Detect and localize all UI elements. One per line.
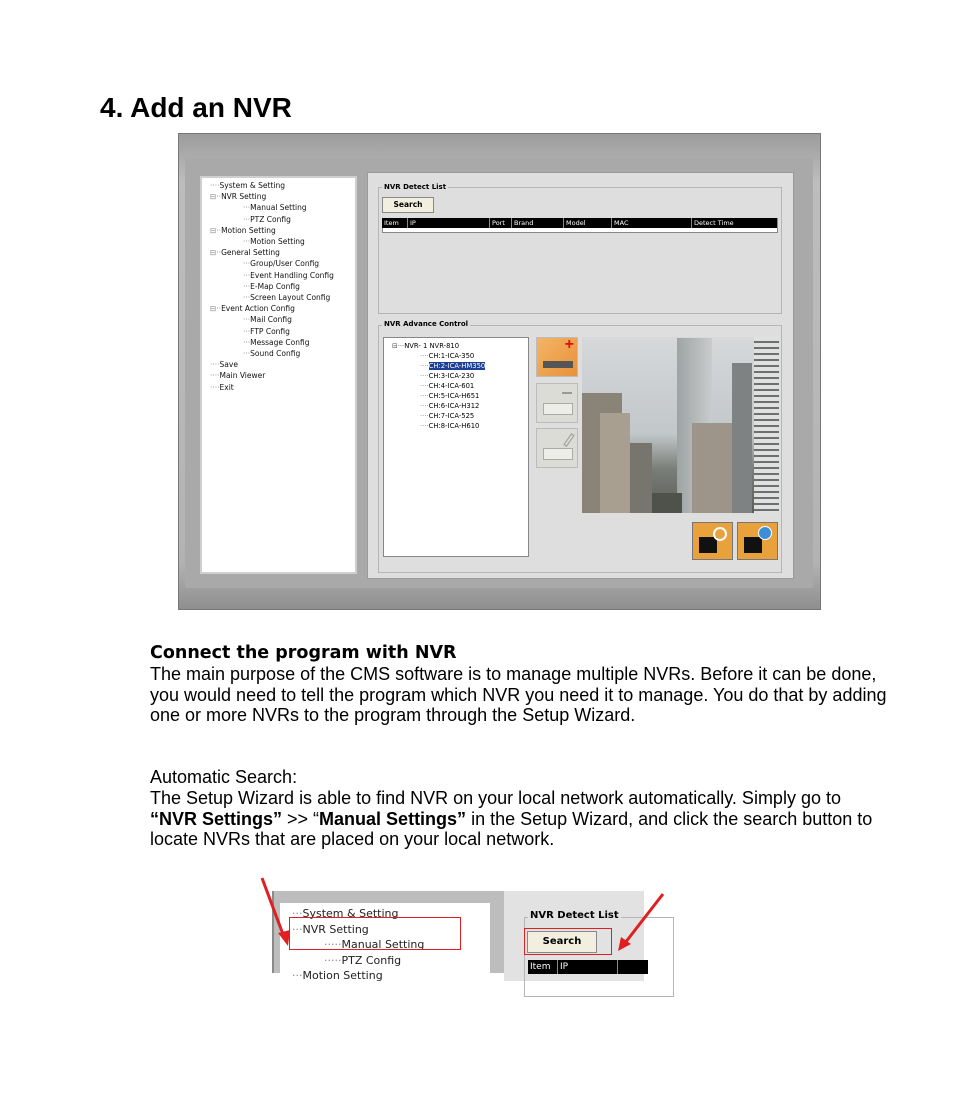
arrow-to-tree [262, 878, 284, 937]
tree-item[interactable]: ···PTZ Config [243, 214, 291, 224]
tree-item[interactable]: ⊟··General Setting [210, 248, 280, 258]
channel-item[interactable]: ····CH:6-ICA-H312 [420, 402, 480, 410]
tree-item[interactable]: ···Mail Config [243, 315, 292, 325]
intro-paragraph: The main purpose of the CMS software is to manage multiple NVRs. Before it can be done, you would need to tell the program which NVR you need it to manage. You do that by adding one or more NVRs to the program through the Setup Wizard. [150, 664, 887, 725]
column-header[interactable]: IP [558, 960, 618, 974]
nvr-root-item[interactable]: ⊟···NVR- 1 NVR-810 [392, 342, 460, 350]
column-header[interactable]: Brand [512, 218, 564, 228]
tree-item[interactable]: ···Event Handling Config [243, 270, 334, 280]
column-header[interactable]: Detect Time [692, 218, 778, 228]
page-heading: 4. Add an NVR [100, 92, 292, 123]
column-header[interactable]: Port [490, 218, 512, 228]
channel-item[interactable]: ····CH:2-ICA-HM350 [420, 362, 486, 370]
tree-item[interactable]: ···FTP Config [243, 326, 290, 336]
channel-item[interactable]: ····CH:1-ICA-350 [420, 352, 475, 360]
arrow-to-search [625, 894, 663, 943]
tree-item[interactable]: ⊟··NVR Setting [210, 192, 267, 202]
column-header[interactable]: Item [382, 218, 408, 228]
column-header[interactable]: IP [408, 218, 490, 228]
tree-item[interactable]: ···NVR Setting [292, 922, 369, 936]
tree-item[interactable]: ···Group/User Config [243, 259, 320, 269]
tree-item[interactable]: ⊟··Motion Setting [210, 225, 276, 235]
channel-item[interactable]: ····CH:3-ICA-230 [420, 372, 475, 380]
tree-item[interactable]: ···Sound Config [243, 349, 301, 359]
section-title: Connect the program with NVR [150, 643, 457, 663]
channel-item[interactable]: ····CH:5-ICA-H651 [420, 392, 480, 400]
tree-item[interactable]: ·····PTZ Config [324, 953, 402, 967]
tree-item[interactable]: ···System & Setting [292, 907, 399, 920]
detect-list-title: NVR Detect List [530, 910, 619, 921]
channel-item[interactable]: ····CH:7-ICA-525 [420, 412, 475, 420]
advance-control-title: NVR Advance Control [384, 320, 469, 328]
detect-list-title: NVR Detect List [384, 183, 447, 191]
tree-item[interactable]: ···Message Config [243, 337, 310, 347]
tree-item[interactable]: ····Exit [210, 382, 234, 392]
channel-item[interactable]: ····CH:4-ICA-601 [420, 382, 475, 390]
tree-item[interactable]: ···Manual Setting [243, 203, 307, 213]
tree-item[interactable]: ····Save [210, 360, 238, 370]
tree-item[interactable]: ···Motion Setting [292, 969, 383, 982]
column-header[interactable]: Model [564, 218, 612, 228]
tree-item[interactable]: ···E-Map Config [243, 281, 300, 291]
instruction-paragraph: The Setup Wizard is able to find NVR on your local network automatically. Simply go to “NVR Settings” >> “Manual Settings” in the Setup Wizard, and click the search button to locate NVRs that are placed on your local network. [150, 788, 873, 849]
arrow-head-tree [278, 930, 290, 946]
tree-item[interactable]: ·····Manual Setting [324, 938, 425, 951]
search-button[interactable]: Search [527, 931, 597, 953]
channel-item[interactable]: ····CH:8-ICA-H610 [420, 422, 480, 430]
tree-item[interactable]: ····System & Setting [210, 181, 285, 190]
tree-item[interactable]: ···Screen Layout Config [243, 293, 331, 303]
plus-icon: + [564, 336, 574, 353]
column-header[interactable]: Item [528, 960, 558, 974]
automatic-search-label: Automatic Search: [150, 767, 298, 787]
tree-item[interactable]: ⊟··Event Action Config [210, 304, 295, 314]
column-header[interactable]: MAC [612, 218, 692, 228]
tree-item[interactable]: ····Main Viewer [210, 371, 266, 381]
tree-item[interactable]: ···Motion Setting [243, 237, 305, 247]
search-button[interactable]: Search [382, 197, 434, 213]
